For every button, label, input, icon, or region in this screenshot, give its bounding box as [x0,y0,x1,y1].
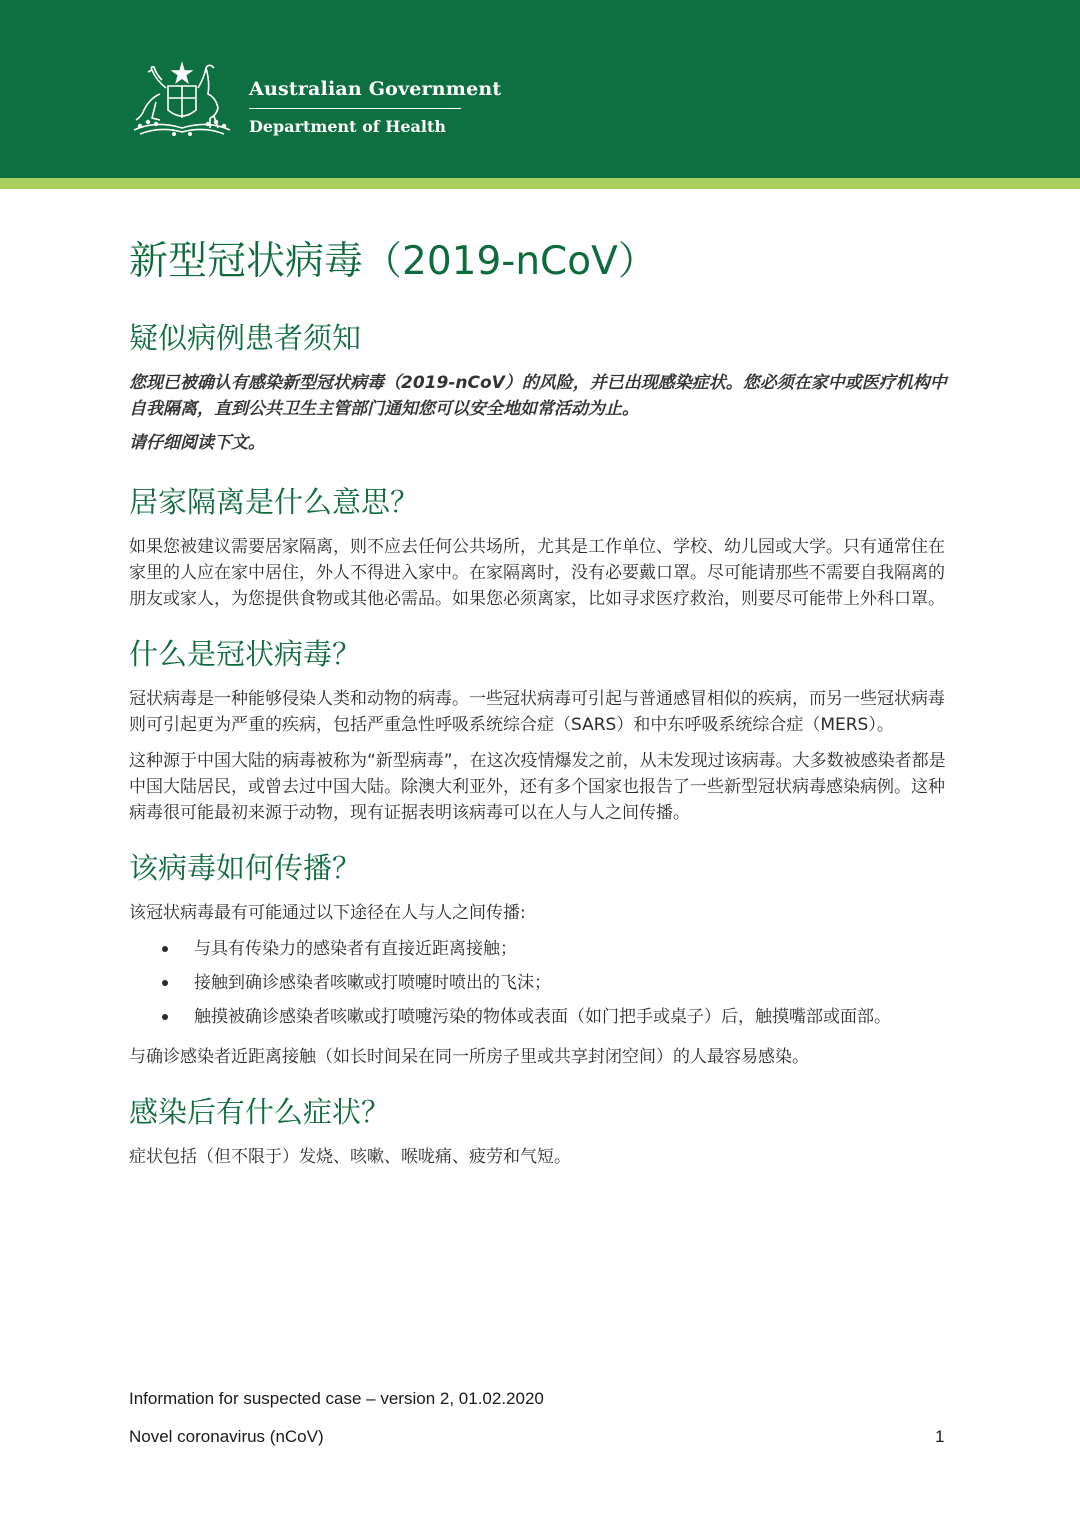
page-number: 1 [935,1427,945,1446]
accent-bar [0,178,1080,189]
document-body [129,230,951,1170]
bullet-icon [162,980,168,986]
government-name: Australian Government [249,78,502,100]
document-subtitle: 疑似病例患者须知 [129,321,362,355]
transmission-list [129,936,951,1030]
section-heading-what-is-coronavirus: 什么是冠状病毒？ [129,637,362,671]
page-header [0,0,1080,178]
bullet-icon [162,946,168,952]
list-item-text: 与具有传染力的感染者有直接近距离接触； [194,939,517,959]
footer-version-line: Information for suspected case – version 2, 01.02.2020 [129,1389,544,1408]
intro-paragraph: 您现已被确认有感染新型冠状病毒（2019-nCoV）的风险，并已出现感染症状。您必须在家中或医疗机构中自我隔离，直到公共卫生主管部门通知您可以安全地如常活动为止。 [129,373,947,419]
header-divider [249,108,461,109]
bullet-icon [162,1014,168,1020]
department-name: Department of Health [249,117,447,136]
list-item-text: 接触到确诊感染者咳嗽或打喷嚏时喷出的飞沫； [194,973,551,993]
section-heading-how-it-spreads: 该病毒如何传播？ [129,851,362,885]
list-item-text: 触摸被确诊感染者咳嗽或打喷嚏污染的物体或表面（如门把手或桌子）后，触摸嘴部或面部。 [194,1007,891,1027]
list-item [129,970,951,996]
footer-title-line: Novel coronavirus (nCoV) [129,1427,324,1446]
list-item [129,936,951,962]
section-paragraph: 如果您被建议需要居家隔离，则不应去任何公共场所，尤其是工作单位、学校、幼儿园或大学。只有通常住在家里的人应在家中居住，外人不得进入家中。在家隔离时，没有必要戴口罩。尽可能请那些不需要自我隔离的朋友或家人，为您提供食物或其他必需品。如果您必须离家，比如寻求医疗救治，则要尽可能带上外科口罩。 [129,537,945,609]
section-paragraph: 症状包括（但不限于）发烧、咳嗽、喉咙痛、疲劳和气短。 [129,1147,571,1167]
section-lead: 该冠状病毒最有可能通过以下途径在人与人之间传播: [129,903,526,923]
document-title: 新型冠状病毒（2019-nCoV） [129,239,657,284]
intro-read-note: 请仔细阅读下文。 [129,433,265,453]
coat-of-arms-icon [126,58,238,142]
section-heading-home-isolation: 居家隔离是什么意思？ [129,485,420,519]
section-heading-symptoms: 感染后有什么症状？ [129,1095,391,1129]
section-paragraph: 冠状病毒是一种能够侵染人类和动物的病毒。一些冠状病毒可引起与普通感冒相似的疾病，而另一些冠状病毒则可引起更为严重的疾病，包括严重急性呼吸系统综合症（SARS）和中东呼吸系统综合症（MERS）。 [129,689,945,735]
section-paragraph: 这种源于中国大陆的病毒被称为“新型病毒”，在这次疫情爆发之前，从未发现过该病毒。大多数被感染者都是中国大陆居民，或曾去过中国大陆。除澳大利亚外，还有多个国家也报告了一些新型冠状病毒感染病例。这种病毒很可能最初来源于动物，现有证据表明该病毒可以在人与人之间传播。 [129,751,946,823]
list-item [129,1004,951,1030]
section-paragraph: 与确诊感染者近距离接触（如长时间呆在同一所房子里或共享封闭空间）的人最容易感染。 [129,1047,809,1067]
